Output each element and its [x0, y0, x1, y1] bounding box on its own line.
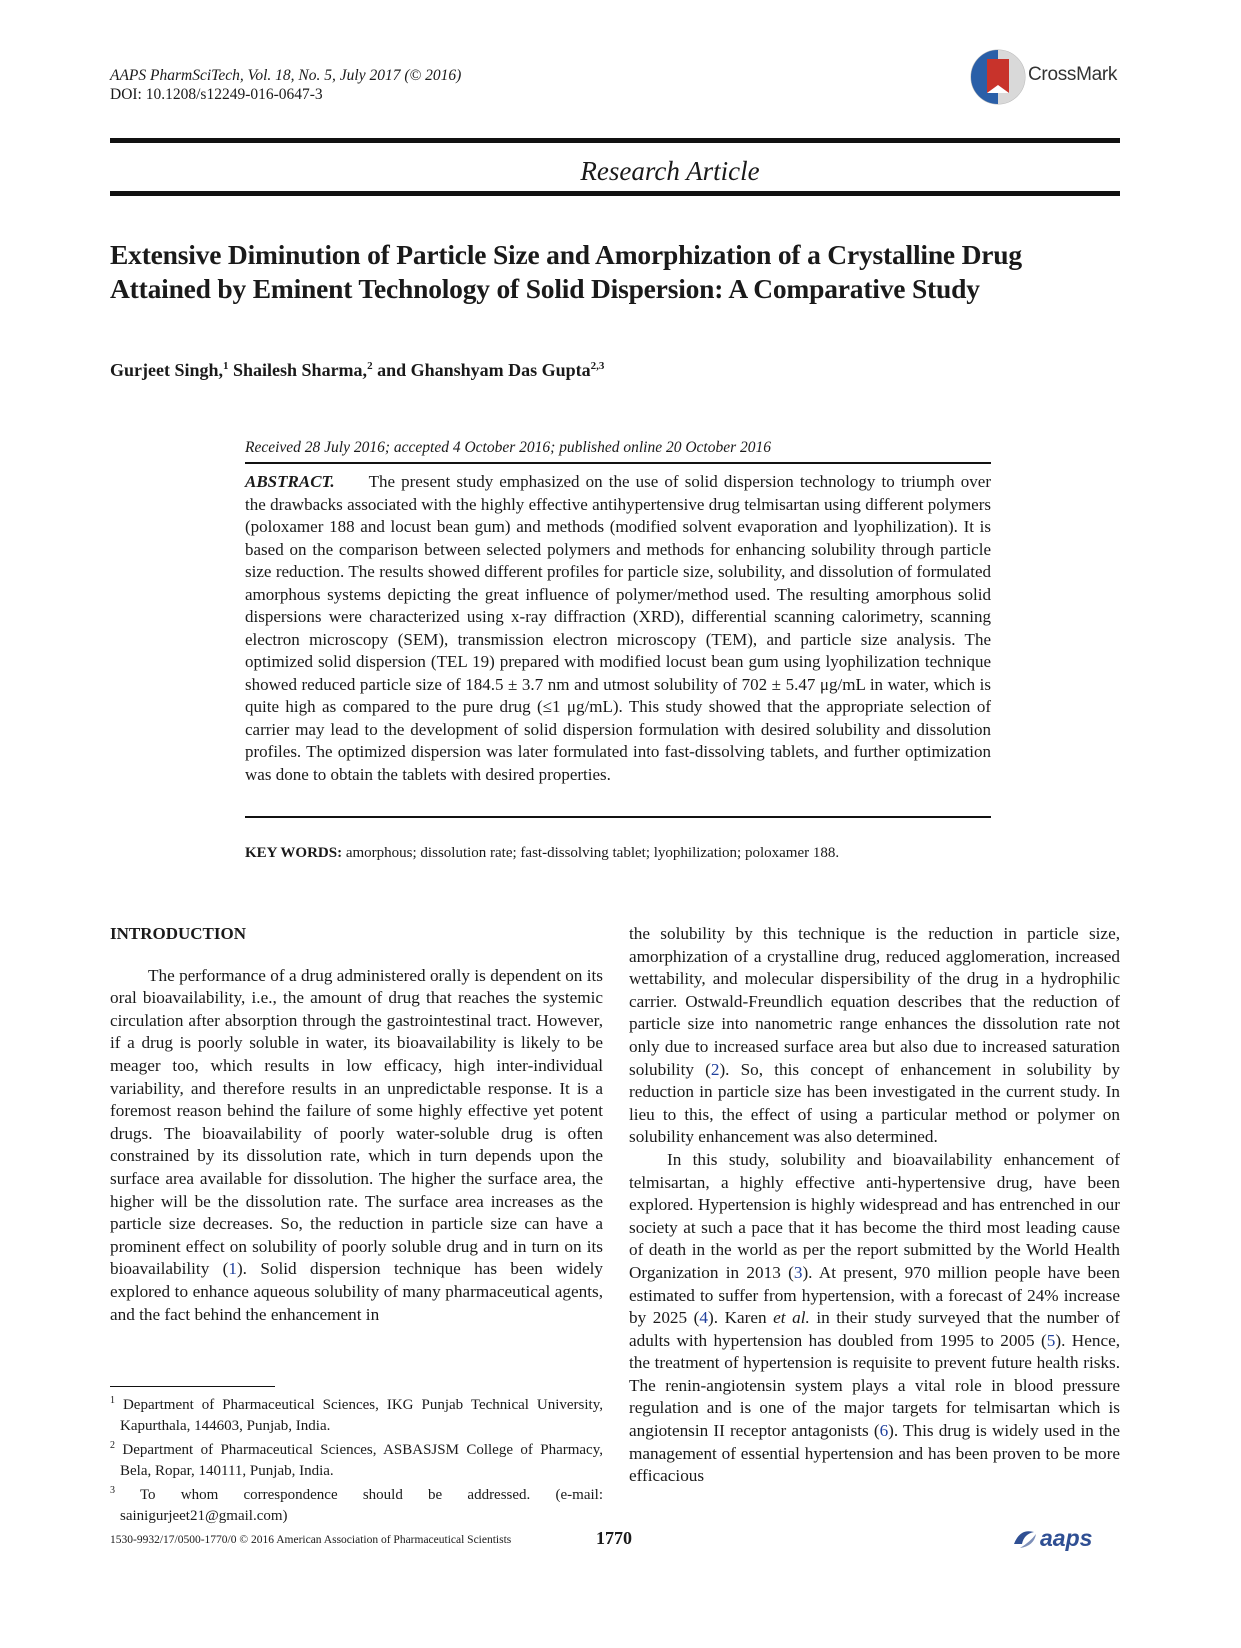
- footnote-mark: 2: [110, 1440, 115, 1451]
- keywords-label: KEY WORDS:: [245, 845, 343, 861]
- citation-link[interactable]: 2: [710, 1059, 720, 1079]
- citation-link[interactable]: 6: [879, 1421, 889, 1441]
- abstract-label: ABSTRACT.: [245, 472, 335, 491]
- author-list: [110, 360, 604, 381]
- author-affiliation-mark: 1: [223, 360, 229, 372]
- abstract-text: The present study emphasized on the use of solid dispersion technology to triumph over the drawbacks associated with the highly effective antihypertensive drug telmisartan using different polymers (poloxamer 188 and locust bean gum) and methods (modified solvent evaporation and lyophilization). It is based on the comparison between selected polymers and methods for enhancing solubility through particle size reduction. The results showed different profiles for particle size, solubility, and dissolution of formulated amorphous systems depicting the great influence of polymer/method used. The resulting amorphous solid dispersions were characterized using x-ray diffraction (XRD), differential scanning calorimetry, scanning electron microscopy (SEM), transmission electron microscopy (TEM), and particle size analysis. The optimized solid dispersion (TEL 19) prepared with modified locust bean gum using lyophilization technique showed reduced particle size of 184.5 ± 3.7 nm and utmost solubility of 702 ± 5.47 μg/mL in water, which is quite high as compared to the pure drug (≤1 μg/mL). This study showed that the appropriate selection of carrier may lead to the development of solid dispersion formulation with desired solubility and dissolution profiles. The optimized dispersion was later formulated into fast-dissolving tablets, and further optimization was done to obtain the tablets with desired properties.: [245, 472, 991, 784]
- doi[interactable]: DOI: 10.1208/s12249-016-0647-3: [110, 86, 323, 103]
- footnote: [110, 1391, 603, 1436]
- paragraph-text: ). At present, 970 million people have been estimated to suffer from hypertension, with a forecast of 24% increase by 2025 (: [629, 1262, 1120, 1328]
- paragraph-text: ). Solid dispersion technique has been widely explored to enhance aqueous solubility of many pharmaceutical agents, and the fact behind the enhancement in: [110, 1259, 603, 1324]
- page-number: 1770: [596, 1528, 632, 1548]
- author-affiliation-mark: 2: [367, 360, 373, 372]
- footnote-mark: 1: [110, 1395, 115, 1406]
- received-dates: Received 28 July 2016; accepted 4 October 2016; published online 20 October 2016: [245, 439, 771, 456]
- journal-citation: [110, 66, 461, 104]
- citation-link[interactable]: 3: [793, 1262, 803, 1282]
- abstract: [245, 471, 991, 786]
- citation-link[interactable]: 5: [1046, 1330, 1056, 1350]
- section-heading: INTRODUCTION: [110, 924, 247, 943]
- footnote-text: Department of Pharmaceutical Sciences, ASBASJSM College of Pharmacy, Bela, Ropar, 140111, Punjab, India.: [115, 1442, 603, 1479]
- right-column: [629, 923, 1120, 1488]
- abstract-rule-bottom: [245, 816, 991, 818]
- paragraph-text: ). This drug is widely used in the management of essential hypertension and has been proven to be more efficacious: [629, 1421, 1120, 1486]
- paragraph-text: The performance of a drug administered orally is dependent on its oral bioavailability, i.e., the amount of drug that reaches the systemic circulation after absorption through the gastrointestinal tract. However, if a drug is poorly soluble in water, its bioavailability is likely to be meager too, which results in low efficacy, high inter-individual variability, and therefore results in an unpredictable response. It is a foremost reason behind the failure of some highly effective yet potent drugs. The bioavailability of poorly water-soluble drug is often constrained by its dissolution rate, which in turn depends upon the surface area available for dissolution. The higher the surface area, the higher will be the dissolution rate. The surface area increases as the particle size decreases. So, the reduction in particle size can have a prominent effect on solubility of poorly soluble drug and in turn on its bioavailability (: [110, 965, 603, 1279]
- paragraph-text: ). Hence, the treatment of hypertension is requisite to prevent future health risks. The renin-angiotensin system plays a vital role in blood pressure regulation and is one of the major targets for telmisartan which is angiotensin II receptor antagonists (: [629, 1330, 1120, 1441]
- header-rule-bottom: [110, 191, 1120, 196]
- author-affiliation-mark: 2,3: [590, 360, 605, 372]
- paragraph-text: the solubility by this technique is the reduction in particle size, amorphization of a crystalline drug, reduced agglomeration, increased wettability, and molecular dispersibility of the drug in a hydrophilic carrier. Ostwald-Freundlich equation describes that the reduction of particle size into nanometric range enhances the dissolution rate not only due to increased surface area but also due to increased saturation solubility (: [629, 924, 1120, 1079]
- paragraph-text: et al.: [773, 1308, 810, 1328]
- footnote-text: Department of Pharmaceutical Sciences, IKG Punjab Technical University, Kapurthala, 144603, Punjab, India.: [115, 1397, 603, 1434]
- aaps-logo-text: aaps: [1040, 1525, 1093, 1551]
- article-title: Extensive Diminution of Particle Size and Amorphization of a Crystalline Drug Attained by Eminent Technology of Solid Dispersion: A Comparative Study: [110, 239, 1022, 304]
- paragraph-text: ). So, this concept of enhancement in solubility by reduction in particle size has been investigated in the current study. In lieu to this, the effect of using a particular method or polymer on solubility enhancement was also determined.: [629, 1059, 1120, 1147]
- paragraph: [629, 1149, 1120, 1488]
- paragraph: [629, 923, 1120, 1149]
- paragraph-text: In this study, solubility and bioavailability enhancement of telmisartan, a highly effective anti-hypertensive drug, have been explored. Hypertension is highly widespread and has entrenched in our society at such a pace that it has become the third most leading cause of death in the world as per the report submitted by the World Health Organization in 2013 (: [629, 1149, 1120, 1282]
- author-name: Gurjeet Singh,: [110, 360, 224, 380]
- journal-line: AAPS PharmSciTech, Vol. 18, No. 5, July 2017 (© 2016): [110, 67, 462, 84]
- author-name: and Ghanshyam Das Gupta: [372, 360, 591, 380]
- keywords-text: amorphous; dissolution rate; fast-dissolving tablet; lyophilization; poloxamer 188.: [342, 845, 840, 861]
- footnote-text: To whom correspondence should be addressed. (e-mail: sainigurjeet21@gmail.com): [115, 1487, 603, 1524]
- citation-link[interactable]: 4: [699, 1308, 708, 1328]
- footnotes: [110, 1391, 603, 1526]
- paragraph-text: ). Karen: [708, 1308, 774, 1328]
- keywords: [245, 845, 991, 862]
- aaps-logo-icon: [1010, 1524, 1120, 1552]
- article-type: Research Article: [580, 156, 760, 186]
- footnote-rule: [110, 1386, 275, 1387]
- citation-link[interactable]: 1: [228, 1259, 237, 1279]
- paragraph: [110, 965, 603, 1327]
- header-rule-top: [110, 138, 1120, 143]
- paragraph-text: in their study surveyed that the number of adults with hypertension has doubled from 1995 to 2005 (: [629, 1308, 1120, 1350]
- footnote-mark: 3: [110, 1485, 115, 1496]
- crossmark-label[interactable]: CrossMark: [1028, 64, 1118, 85]
- left-column: [110, 923, 603, 1326]
- footnote: [110, 1436, 603, 1481]
- abstract-rule-top: [245, 462, 991, 464]
- footer-issn: 1530-9932/17/0500-1770/0 © 2016 American Association of Pharmaceutical Scientists: [110, 1534, 512, 1546]
- footnote: [110, 1481, 603, 1526]
- author-name: Shailesh Sharma,: [228, 360, 368, 380]
